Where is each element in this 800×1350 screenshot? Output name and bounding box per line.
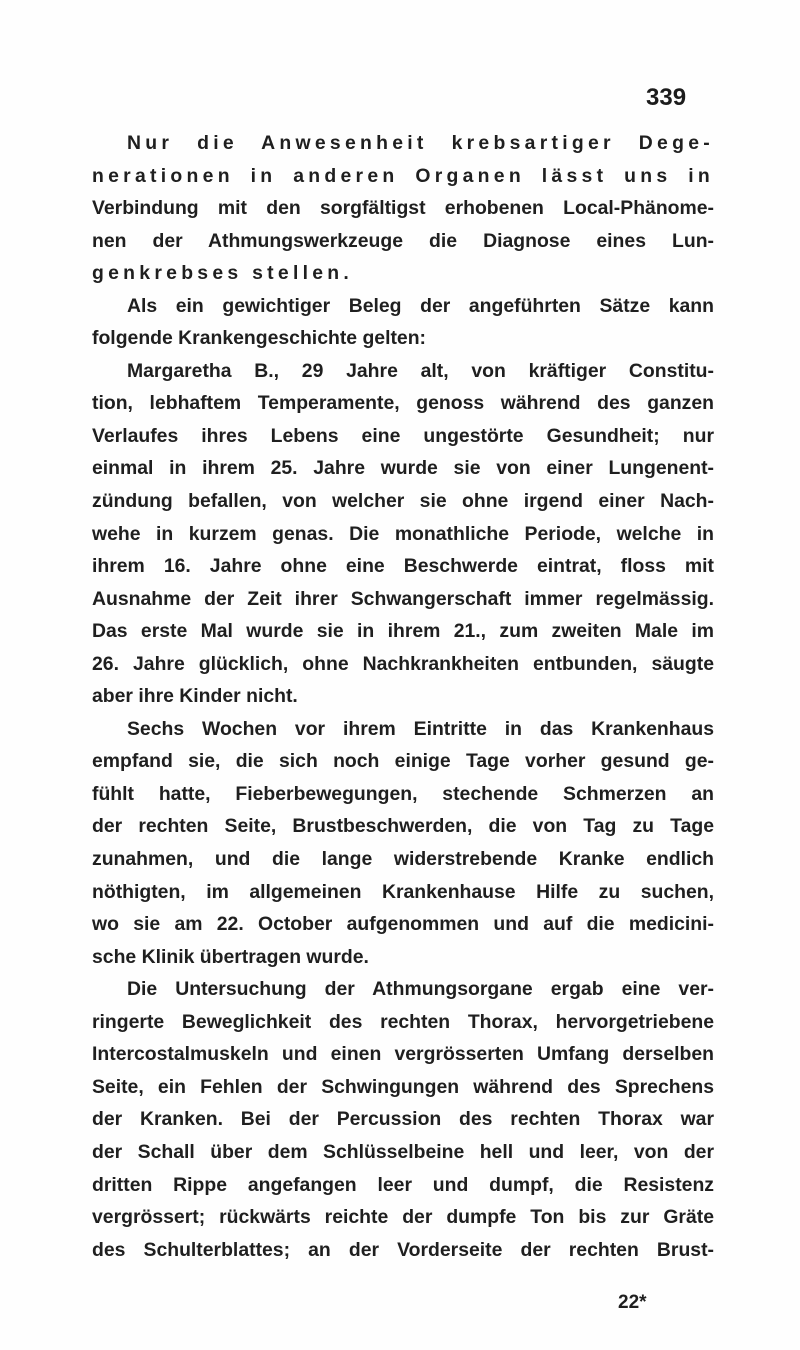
text-line: zunahmen, und die lange widerstrebende Kranke endlich [92, 848, 714, 871]
text-line: Verbindung mit den sorgfältigst erhobenen Local-Phänome- [92, 197, 714, 220]
text-line: der rechten Seite, Brustbeschwerden, die von Tag zu Tage [92, 815, 714, 838]
text-line: der Kranken. Bei der Percussion des rechten Thorax war [92, 1108, 714, 1131]
text-line: Ausnahme der Zeit ihrer Schwangerschaft immer regelmässig. [92, 587, 714, 610]
text-line: empfand sie, die sich noch einige Tage vorher gesund ge- [92, 750, 714, 773]
text-line: Margaretha B., 29 Jahre alt, von kräftiger Constitu- [127, 359, 714, 382]
signature-mark: 22* [618, 1292, 647, 1313]
text-line: Intercostalmuskeln und einen vergrösserten Umfang derselben [92, 1043, 714, 1066]
text-line: ringerte Beweglichkeit des rechten Thorax, hervorgetriebene [92, 1010, 714, 1033]
text-line: Das erste Mal wurde sie in ihrem 21., zum zweiten Male im [92, 620, 714, 643]
text-line: dritten Rippe angefangen leer und dumpf, die Resistenz [92, 1173, 714, 1196]
text-line: 26. Jahre glücklich, ohne Nachkrankheiten entbunden, säugte [92, 652, 714, 675]
text-line: genkrebses stellen. [92, 262, 354, 285]
text-line: wo sie am 22. October aufgenommen und auf die medicini- [92, 913, 714, 936]
text-line: Seite, ein Fehlen der Schwingungen während des Sprechens [92, 1075, 714, 1098]
text-line: Die Untersuchung der Athmungsorgane ergab eine ver- [127, 978, 714, 1001]
page-number: 339 [646, 84, 687, 111]
text-line: vergrössert; rückwärts reichte der dumpfe Ton bis zur Gräte [92, 1206, 714, 1229]
text-line: Verlaufes ihres Lebens eine ungestörte Gesundheit; nur [92, 424, 714, 447]
text-line: fühlt hatte, Fieberbewegungen, stechende Schmerzen an [92, 782, 714, 805]
text-line: ihrem 16. Jahre ohne eine Beschwerde eintrat, floss mit [92, 555, 714, 578]
text-line: der Schall über dem Schlüsselbeine hell und leer, von der [92, 1140, 714, 1163]
text-line: zündung befallen, von welcher sie ohne irgend einer Nach- [92, 490, 714, 513]
text-line: aber ihre Kinder nicht. [92, 685, 298, 708]
text-line: tion, lebhaftem Temperamente, genoss während des ganzen [92, 392, 714, 415]
text-line: wehe in kurzem genas. Die monathliche Periode, welche in [92, 522, 714, 545]
text-line: Sechs Wochen vor ihrem Eintritte in das Krankenhaus [127, 717, 714, 740]
text-line: nöthigten, im allgemeinen Krankenhause Hilfe zu suchen, [92, 880, 714, 903]
text-line: sche Klinik übertragen wurde. [92, 945, 369, 968]
text-line: einmal in ihrem 25. Jahre wurde sie von einer Lungenent- [92, 457, 714, 480]
text-line: des Schulterblattes; an der Vorderseite der rechten Brust- [92, 1238, 714, 1261]
text-line: Als ein gewichtiger Beleg der angeführten Sätze kann [127, 294, 714, 317]
text-line: nerationen in anderen Organen lässt uns in [92, 164, 714, 187]
body-text [92, 127, 714, 1266]
text-line: Nur die Anwesenheit krebsartiger Dege- [127, 132, 714, 154]
text-line: folgende Krankengeschichte gelten: [92, 327, 427, 350]
text-line: nen der Athmungswerkzeuge die Diagnose eines Lun- [92, 229, 714, 252]
